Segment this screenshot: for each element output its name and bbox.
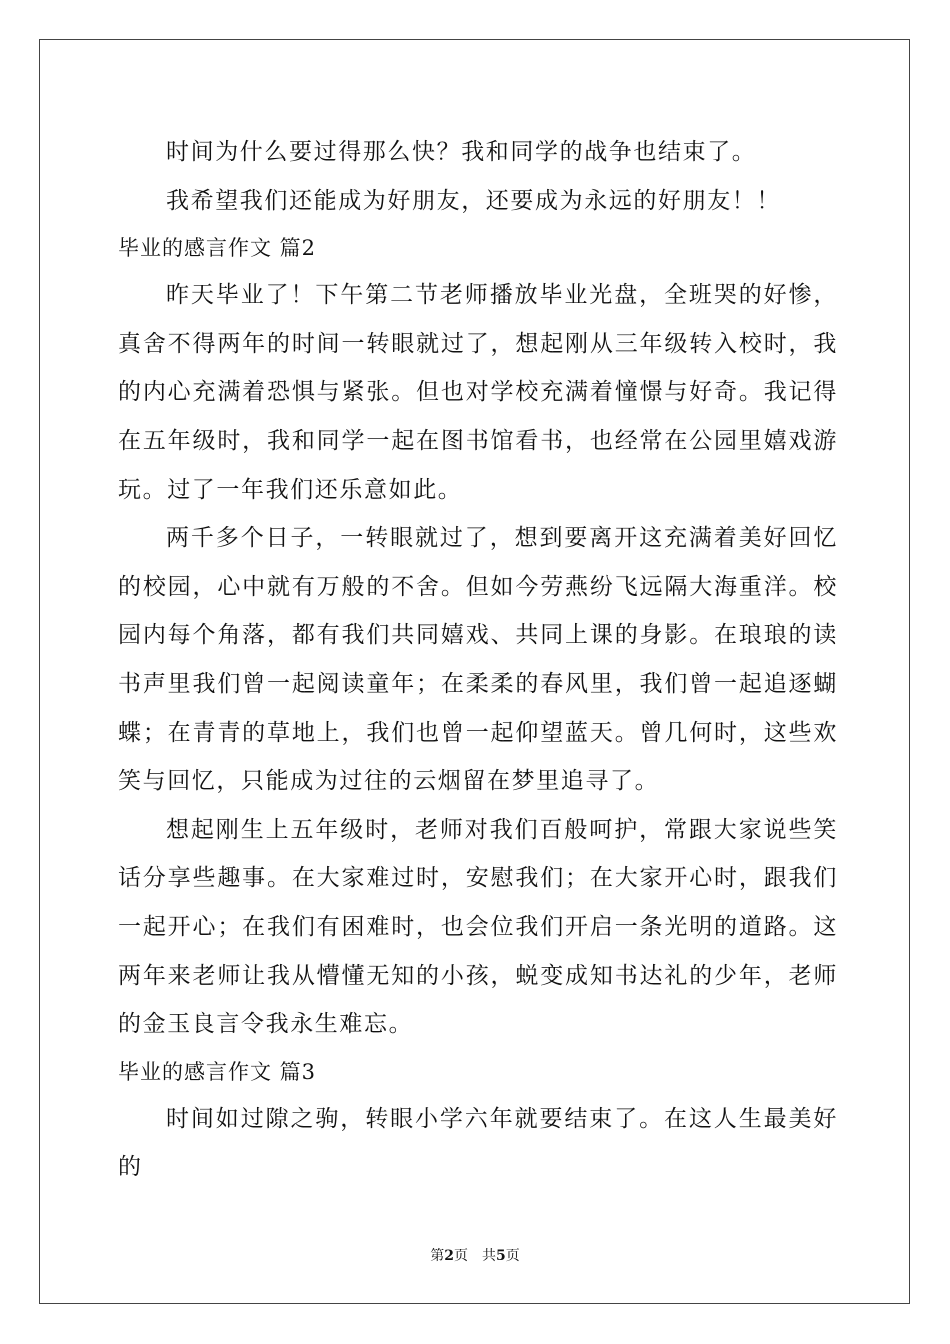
paragraph: 想起刚生上五年级时，老师对我们百般呵护，常跟大家说些笑话分享些趣事。在大家难过时，安慰我们；在大家开心时，跟我们一起开心；在我们有困难时，也会位我们开启一条光明的道路。这两年来老师让我从懵懂无知的小孩，蜕变成知书达礼的少年，老师的金玉良言令我永生难忘。 — [118, 816, 838, 1038]
total-page-number: 5 — [496, 1248, 506, 1264]
page-footer — [0, 1247, 950, 1265]
current-page-number: 2 — [444, 1248, 454, 1264]
page-middle: 页 共 — [454, 1248, 496, 1264]
paragraph: 时间为什么要过得那么快？我和同学的战争也结束了。 — [166, 139, 757, 165]
paragraph: 时间如过隙之驹，转眼小学六年就要结束了。在这人生最美好的 — [118, 1105, 838, 1181]
page-prefix: 第 — [430, 1248, 445, 1264]
paragraph: 昨天毕业了！下午第二节老师播放毕业光盘，全班哭的好惨，真舍不得两年的时间一转眼就过了，想起刚从三年级转入校时，我的内心充满着恐惧与紧张。但也对学校充满着憧憬与好奇。我记得在五年级时，我和同学一起在图书馆看书，也经常在公园里嬉戏游玩。过了一年我们还乐意如此。 — [118, 282, 838, 503]
document-body — [118, 128, 838, 1192]
section-heading: 毕业的感言作文 篇2 — [118, 236, 317, 261]
section-heading: 毕业的感言作文 篇3 — [118, 1059, 317, 1084]
paragraph: 我希望我们还能成为好朋友，还要成为永远的好朋友！！ — [166, 187, 781, 214]
page-suffix: 页 — [505, 1248, 520, 1264]
paragraph: 两千多个日子，一转眼就过了，想到要离开这充满着美好回忆的校园，心中就有万般的不舍。但如今劳燕纷飞远隔大海重洋。校园内每个角落，都有我们共同嬉戏、共同上课的身影。在琅琅的读书声里我们曾一起阅读童年；在柔柔的春风里，我们曾一起追逐蝴蝶；在青青的草地上，我们也曾一起仰望蓝天。曾几何时，这些欢笑与回忆，只能成为过往的云烟留在梦里追寻了。 — [118, 525, 838, 795]
